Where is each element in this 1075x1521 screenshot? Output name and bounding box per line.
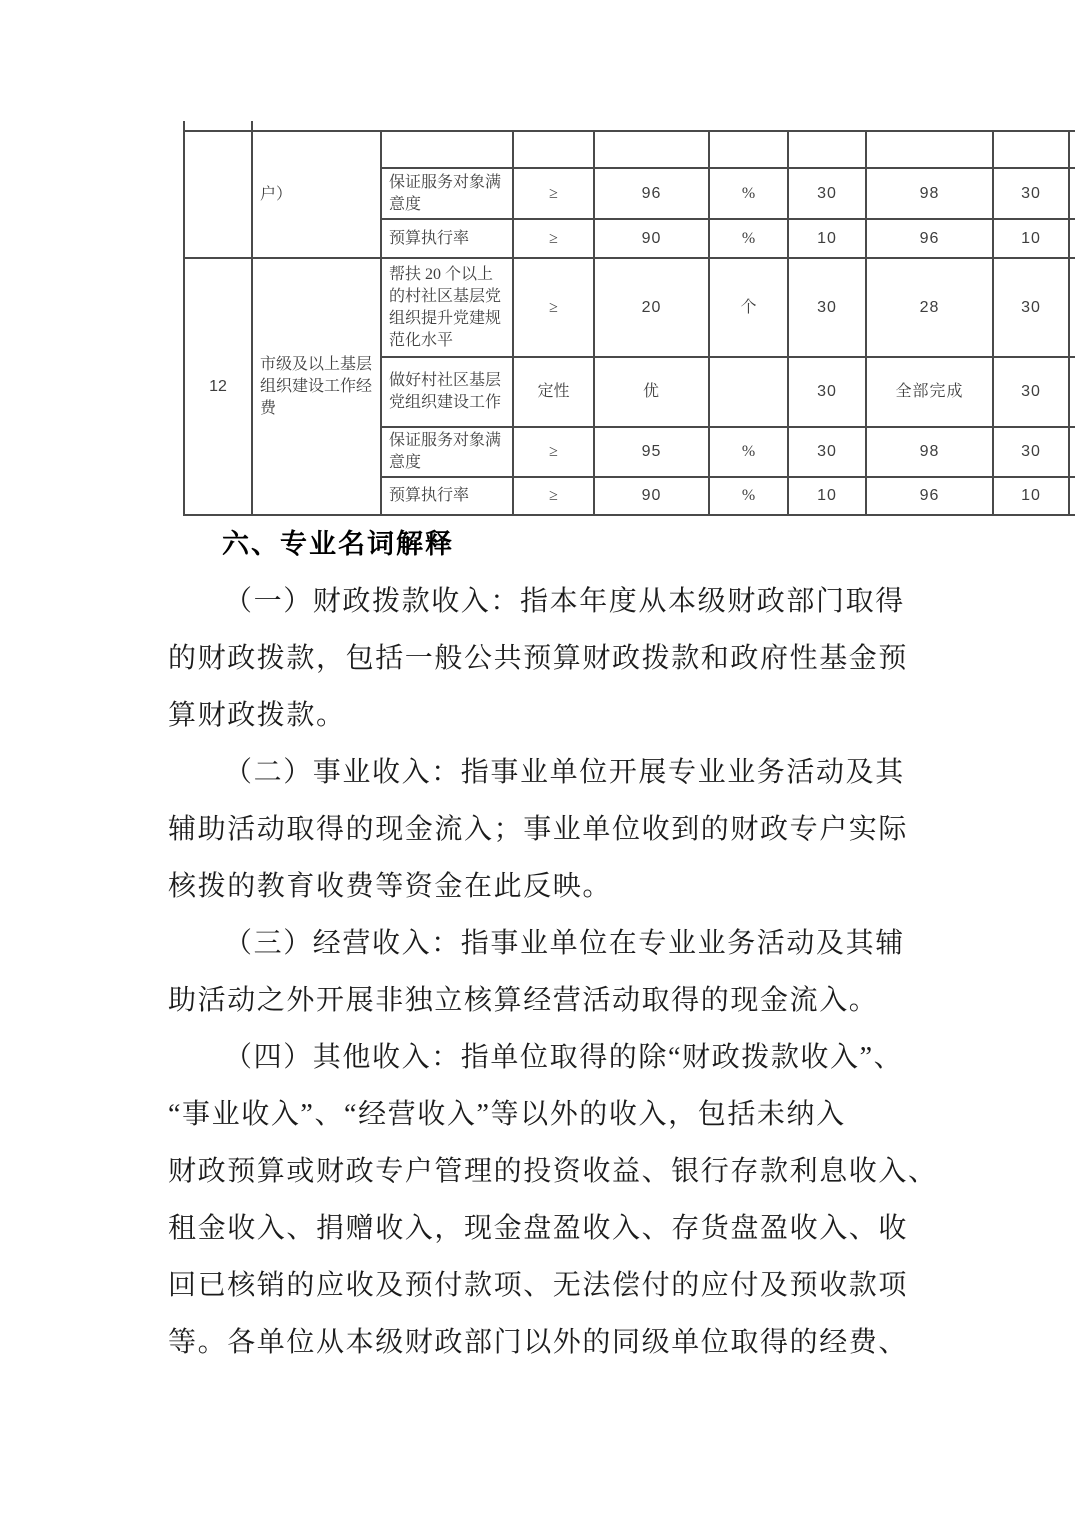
target-value-cell: 优 xyxy=(594,357,709,427)
target-value-cell: 96 xyxy=(594,168,709,219)
clipped-column-cell xyxy=(1069,168,1075,219)
indicator-name-cell: 做好村社区基层党组织建设工作 xyxy=(381,357,513,427)
weight-cell: 10 xyxy=(788,219,866,258)
actual-value-cell: 28 xyxy=(866,258,993,357)
symbol-cell: ≥ xyxy=(513,258,594,357)
unit-cell xyxy=(709,357,788,427)
symbol-cell: ≥ xyxy=(513,168,594,219)
weight-cell: 30 xyxy=(788,357,866,427)
row-index-cell: 12 xyxy=(184,258,252,515)
target-value-cell: 90 xyxy=(594,477,709,515)
unit-cell: % xyxy=(709,168,788,219)
paragraph-line: （二）事业收入：指事业单位开展专业业务活动及其 xyxy=(224,757,905,788)
symbol-cell: ≥ xyxy=(513,219,594,258)
unit-cell xyxy=(709,131,788,168)
project-name-cell: 市级及以上基层组织建设工作经费 xyxy=(252,258,381,515)
symbol-cell: ≥ xyxy=(513,477,594,515)
clipped-column-cell xyxy=(1069,427,1075,477)
target-value-cell: 90 xyxy=(594,219,709,258)
terms-section xyxy=(168,516,938,1371)
weight-cell: 30 xyxy=(788,258,866,357)
weight-cell xyxy=(788,131,866,168)
paragraph-line: （四）其他收入：指单位取得的除“财政拨款收入”、 xyxy=(224,1042,904,1073)
paragraph-line: “事业收入”、“经营收入”等以外的收入，包括未纳入 xyxy=(168,1099,846,1130)
paragraph-line: 助活动之外开展非独立核算经营活动取得的现金流入。 xyxy=(168,985,879,1016)
paragraph-line: 回已核销的应收及预付款项、无法偿付的应付及预收款项 xyxy=(168,1270,909,1301)
section-heading: 六、专业名词解释 xyxy=(222,529,454,559)
paragraph-line: 辅助活动取得的现金流入；事业单位收到的财政专户实际 xyxy=(168,814,909,845)
definition-paragraph xyxy=(168,1029,938,1371)
actual-value-cell xyxy=(866,131,993,168)
score-cell: 30 xyxy=(993,168,1069,219)
score-cell xyxy=(993,131,1069,168)
unit-cell: 个 xyxy=(709,258,788,357)
actual-value-cell: 98 xyxy=(866,168,993,219)
paragraph-line: 等。各单位从本级财政部门以外的同级单位取得的经费、 xyxy=(168,1327,909,1358)
performance-indicator-table xyxy=(183,130,1075,516)
unit-cell: % xyxy=(709,219,788,258)
target-value-cell: 95 xyxy=(594,427,709,477)
indicator-name-cell: 保证服务对象满意度 xyxy=(381,168,513,219)
actual-value-cell: 全部完成 xyxy=(866,357,993,427)
score-cell: 10 xyxy=(993,477,1069,515)
actual-value-cell: 96 xyxy=(866,219,993,258)
paragraph-line: 核拨的教育收费等资金在此反映。 xyxy=(168,871,613,902)
unit-cell: % xyxy=(709,427,788,477)
symbol-cell: 定性 xyxy=(513,357,594,427)
paragraph-line: （三）经营收入：指事业单位在专业业务活动及其辅 xyxy=(224,928,905,959)
clipped-column-cell xyxy=(1069,131,1075,168)
paragraph-line: 算财政拨款。 xyxy=(168,700,346,731)
indicator-name-cell: 保证服务对象满意度 xyxy=(381,427,513,477)
indicator-name-cell: 预算执行率 xyxy=(381,477,513,515)
actual-value-cell: 96 xyxy=(866,477,993,515)
symbol-cell: ≥ xyxy=(513,427,594,477)
score-cell: 30 xyxy=(993,258,1069,357)
target-value-cell: 20 xyxy=(594,258,709,357)
clipped-column-cell xyxy=(1069,258,1075,357)
score-cell: 30 xyxy=(993,427,1069,477)
clipped-column-cell xyxy=(1069,477,1075,515)
indicator-name-cell: 预算执行率 xyxy=(381,219,513,258)
definition-paragraph xyxy=(168,744,938,915)
target-value-cell xyxy=(594,131,709,168)
weight-cell: 30 xyxy=(788,427,866,477)
clipped-column-cell xyxy=(1069,357,1075,427)
unit-cell: % xyxy=(709,477,788,515)
paragraph-line: 租金收入、捐赠收入，现金盘盈收入、存货盘盈收入、收 xyxy=(168,1213,909,1244)
indicator-name-cell xyxy=(381,131,513,168)
clipped-column-cell xyxy=(1069,219,1075,258)
indicator-name-cell: 帮扶 20 个以上的村社区基层党组织提升党建规范化水平 xyxy=(381,258,513,357)
row-index-cell xyxy=(184,131,252,258)
definition-paragraph xyxy=(168,573,938,744)
weight-cell: 30 xyxy=(788,168,866,219)
actual-value-cell: 98 xyxy=(866,427,993,477)
project-name-cell: 户） xyxy=(252,131,381,258)
paragraph-line: 的财政拨款，包括一般公共预算财政拨款和政府性基金预 xyxy=(168,643,909,674)
score-cell: 10 xyxy=(993,219,1069,258)
definition-paragraph xyxy=(168,915,938,1029)
paragraph-line: 财政预算或财政专户管理的投资收益、银行存款利息收入、 xyxy=(168,1156,938,1187)
weight-cell: 10 xyxy=(788,477,866,515)
symbol-cell xyxy=(513,131,594,168)
score-cell: 30 xyxy=(993,357,1069,427)
paragraph-line: （一）财政拨款收入：指本年度从本级财政部门取得 xyxy=(224,586,905,617)
